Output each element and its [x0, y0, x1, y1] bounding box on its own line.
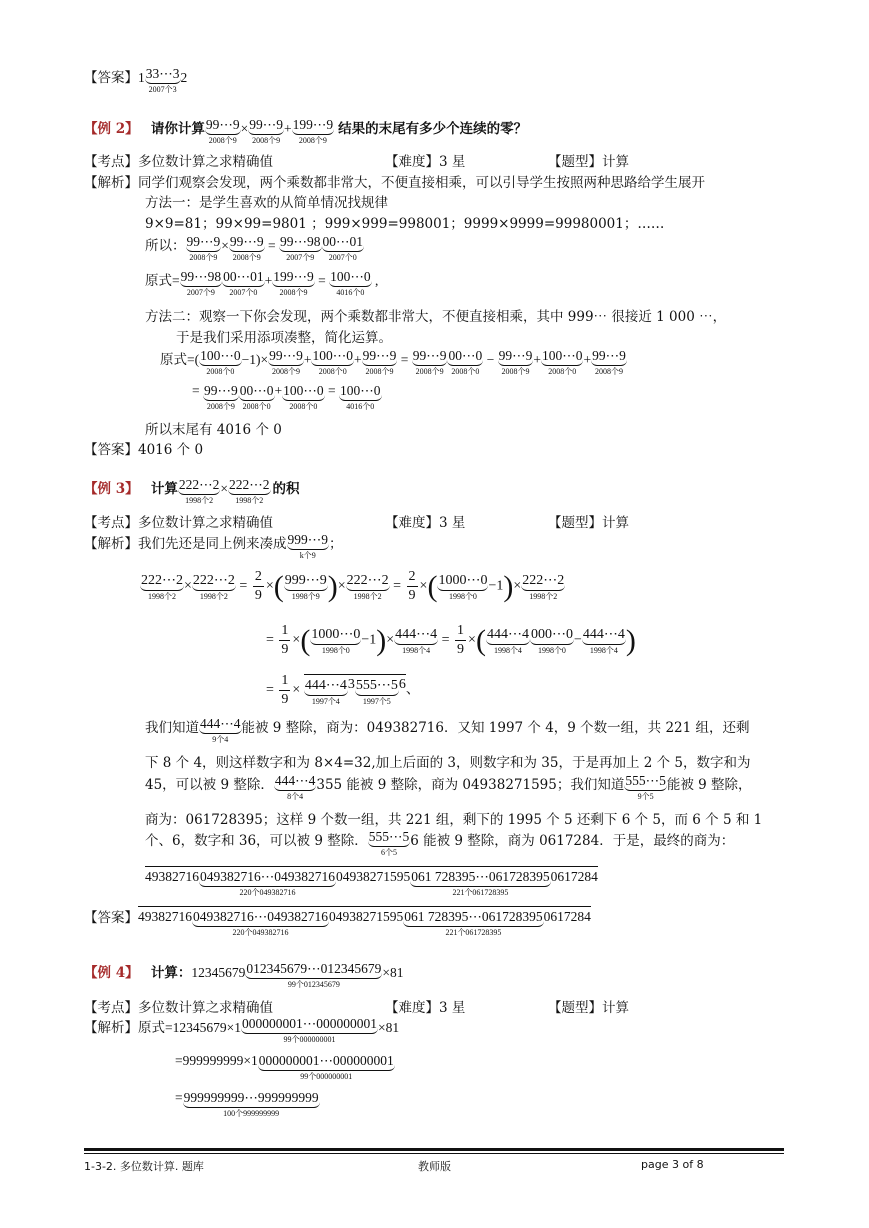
underbrace: 199⋯9 2008个9	[292, 117, 334, 145]
underbrace: 99⋯9 2008个9	[249, 117, 284, 145]
answer-label: 【答案】	[84, 70, 138, 86]
answer-2: 【答案】4016 个 0	[84, 442, 204, 458]
analysis-row-3: 【解析】我们先还是同上例来凑成 999⋯9 k个9 ；	[84, 532, 343, 560]
ex3-line1: 222⋯2 1998个2 × 222⋯2 1998个2 = $\frac{2}{9}$ ×( 999⋯9 1998个9 )× 222⋯2 1998个2 = $\frac{2}{9}$ ×( 1000⋯0 1998个0 −1)× 222⋯2 1998个2	[141, 569, 565, 603]
ex3-line3: = $\frac{1}{9}$ × 444⋯4 1997个4 3 555⋯5 1997个5 6、	[266, 673, 420, 707]
example-label: 【例 2】	[84, 121, 139, 137]
ex4-line1: 【解析】原式=12345679×1 000000001⋯000000001 99个000000001 ×81	[84, 1016, 400, 1044]
footer-rule	[84, 1148, 784, 1151]
answer-prev: 【答案】1 33⋯3 2007个3 2	[84, 66, 188, 94]
method-2: 方法二：观察一下你会发现，两个乘数都非常大，不便直接相乘，其中 999⋯ 很接近 1 000 ⋯，	[145, 309, 727, 325]
footer-rule-thin	[84, 1153, 784, 1154]
ex3-para-2: 下 8 个 4，则这样数字和为 8×4=32,加上后面的 3，则数字和为 35，于是再加上 2 个 5，数字和为	[145, 755, 751, 771]
ex3-para-4: 商为：061728395；这样 9 个数一组，共 221 组，剩下的 1995 个 5 还剩下 6 个 5，而 6 个 5 和 1	[145, 812, 763, 828]
ex3-quotient: 49382716 049382716⋯049382716 220个049382716 04938271595 061 728395⋯061728395 221个061728395 0617284	[145, 866, 598, 898]
example-4-title: 【例 4】 计算：12345679 012345679⋯012345679 99个012345679 ×81	[84, 961, 404, 989]
footer-center: 教师版	[418, 1160, 451, 1173]
footer-page: page 3 of 8	[641, 1158, 704, 1171]
underbrace: 33⋯3 2007个3	[145, 66, 180, 94]
underbrace: 99⋯9 2008个9	[205, 117, 240, 145]
ex3-para-5: 个、6，数字和 36，可以被 9 整除． 555⋯5 6个5 6 能被 9 整除，商为 0617284．于是，最终的商为：	[145, 829, 735, 857]
method-2-line1: 原式=( 100⋯0 2008个0 −1)× 99⋯9 2008个9 + 100⋯0 2008个0 + 99⋯9 2008个9 = 99⋯9 2008个9 00⋯0 2008个0 − 99⋯9 2008个9 + 100⋯0 2008个0 + 99⋯9 2008个9	[160, 348, 626, 376]
example-2-title: 【例 2】 请你计算 99⋯9 2008个9 × 99⋯9 2008个9 + 199⋯9 2008个9 结果的末尾有多少个连续的零？	[84, 117, 528, 145]
ex4-line3: = 999999999⋯999999999 100个999999999	[175, 1090, 319, 1118]
example-3-title: 【例 3】 计算 222⋯2 1998个2 × 222⋯2 1998个2 的积	[84, 477, 300, 505]
method-2-line2: = 99⋯9 2008个9 00⋯0 2008个0 + 100⋯0 2008个0 = 100⋯0 4016个0	[192, 383, 381, 411]
ex3-para-3: 45，可以被 9 整除． 444⋯4 8个4 355 能被 9 整除，商为 04938271595；我们知道 555⋯5 9个5 能被 9 整除，	[145, 773, 752, 801]
analysis-row: 【解析】同学们观察会发现，两个乘数都非常大，不便直接相乘，可以引导学生按照两种思路给学生展开	[84, 175, 705, 191]
ex4-line2: =999999999×1 000000001⋯000000001 99个000000001	[175, 1053, 394, 1081]
method-1: 方法一：是学生喜欢的从简单情况找规律	[145, 195, 388, 211]
example-2-meta: 【考点】多位数计算之求精确值	[84, 154, 273, 170]
original-line: 原式= 99⋯98 2007个9 00⋯01 2007个0 + 199⋯9 2008个9 = 100⋯0 4016个0 ,	[145, 269, 379, 297]
answer-3: 【答案】49382716 049382716⋯049382716 220个049382716 04938271595 061 728395⋯061728395 221个061728395 0617284	[84, 906, 591, 938]
footer-left: 1-3-2. 多位数计算. 题库	[84, 1160, 204, 1173]
ex3-para-1: 我们知道 444⋯4 9个4 能被 9 整除，商为：049382716．又知 1997 个 4，9 个数一组，共 221 组，还剩	[145, 716, 750, 744]
ex3-line2: = $\frac{1}{9}$ ×( 1000⋯0 1998个0 −1)× 444⋯4 1998个4 = $\frac{1}{9}$ ×( 444⋯4 1998个4 000⋯0 1998个0 − 444⋯4 1998个4 )	[266, 623, 636, 657]
so-line: 所以： 99⋯9 2008个9 × 99⋯9 2008个9 = 99⋯98 2007个9 00⋯01 2007个0	[145, 234, 363, 262]
pattern: 9×9=81；99×99=9801 ；999×999=998001；9999×9999=99980001；……	[145, 216, 665, 232]
